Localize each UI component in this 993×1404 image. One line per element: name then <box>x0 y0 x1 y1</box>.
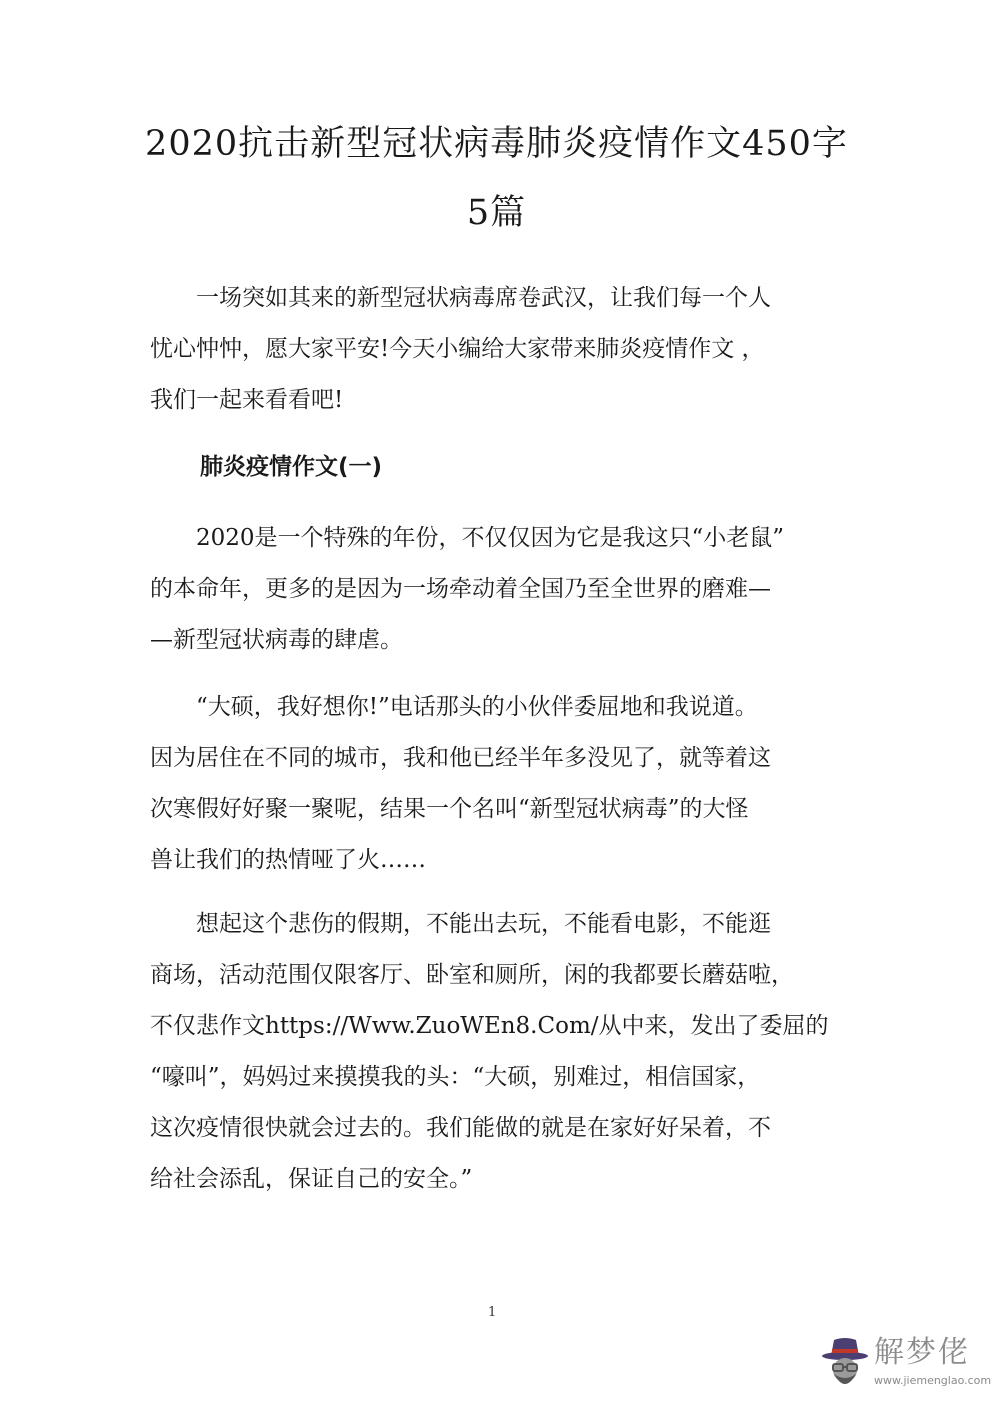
intro-line: 一场突如其来的新型冠状病毒席卷武汉，让我们每一个人 <box>150 285 771 311</box>
paragraph-line: “大硕，我好想你!”电话那头的小伙伴委屈地和我说道。 <box>150 694 758 720</box>
paragraph-line: 这次疫情很快就会过去的。我们能做的就是在家好好呆着，不 <box>150 1115 771 1141</box>
paragraph-line: 商场，活动范围仅限客厅、卧室和厕所，闲的我都要长蘑菇啦， <box>150 962 794 988</box>
watermark-url-text: www.jiemenglao.com <box>874 1374 992 1387</box>
intro-paragraph <box>150 273 850 426</box>
bearded-man-hat-icon <box>820 1334 870 1394</box>
paragraph-line: 2020是一个特殊的年份，不仅仅因为它是我这只“小老鼠” <box>150 525 785 551</box>
paragraph-line: —新型冠状病毒的肆虐。 <box>150 627 403 653</box>
document-title-line-1: 2020抗击新型冠状病毒肺炎疫情作文450字 <box>145 124 848 164</box>
paragraph-line: 的本命年，更多的是因为一场牵动着全国乃至全世界的磨难— <box>150 576 771 602</box>
body-paragraph-1 <box>150 513 850 666</box>
watermark-brand-text: 解梦佬 <box>874 1335 970 1370</box>
paragraph-line: 想起这个悲伤的假期，不能出去玩，不能看电影，不能逛 <box>150 911 771 937</box>
paragraph-line: 给社会添乱，保证自己的安全。” <box>150 1166 473 1192</box>
paragraph-line: “嚎叫”，妈妈过来摸摸我的头：“大硕，别难过，相信国家， <box>150 1064 761 1090</box>
intro-line: 忧心忡忡，愿大家平安!今天小编给大家带来肺炎疫情作文 ， <box>150 336 765 362</box>
body-paragraph-2 <box>150 682 850 886</box>
paragraph-line: 次寒假好好聚一聚呢，结果一个名叫“新型冠状病毒”的大怪 <box>150 796 749 822</box>
page-number: 1 <box>488 1305 497 1320</box>
intro-line: 我们一起来看看吧! <box>150 387 344 413</box>
paragraph-line: 不仅悲作文https://Www.ZuoWEn8.Com/从中来，发出了委屈的 <box>150 1013 829 1039</box>
paragraph-line: 兽让我们的热情哑了火…… <box>150 847 426 873</box>
watermark-logo <box>820 1330 990 1400</box>
paragraph-line: 因为居住在不同的城市，我和他已经半年多没见了，就等着这 <box>150 745 771 771</box>
body-paragraph-3 <box>150 899 850 1205</box>
section-heading: 肺炎疫情作文(一) <box>200 454 383 480</box>
document-title-line-2: 5篇 <box>466 193 527 233</box>
